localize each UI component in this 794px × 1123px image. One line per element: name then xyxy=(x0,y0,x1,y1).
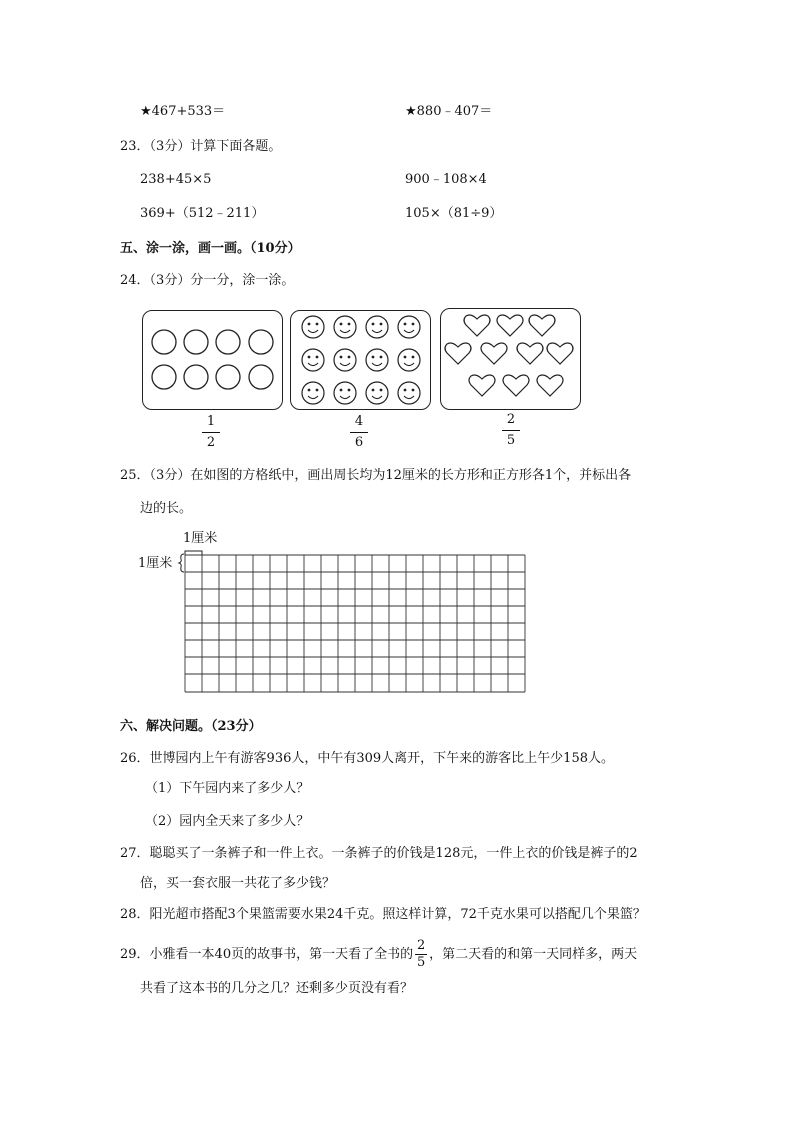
left-brace xyxy=(179,554,184,572)
smiley-icon xyxy=(334,349,356,371)
circle-shape xyxy=(216,365,240,389)
circles-group xyxy=(143,311,284,411)
q26-sub2: （2）园内全天来了多少人？ xyxy=(145,814,310,829)
circle-shape xyxy=(152,330,176,354)
heart-icon xyxy=(497,315,523,336)
q24-title: 24．（3分）分一分，涂一涂。 xyxy=(120,273,295,288)
heart-icon xyxy=(547,343,573,364)
q28-title: 28．阳光超市搭配3个果篮需要水果24千克。照这样计算，72千克水果可以搭配几个果篮？ xyxy=(120,907,646,922)
heart-icon xyxy=(469,375,495,396)
heart-icon xyxy=(481,343,507,364)
circle-shape xyxy=(216,330,240,354)
top-brace xyxy=(185,551,202,555)
fraction-numerator: 2 xyxy=(506,412,516,427)
heart-icon xyxy=(529,315,555,336)
fraction-2-5 xyxy=(499,412,523,449)
calc-item-left: ★467+533＝ xyxy=(140,104,226,119)
heart-icon xyxy=(503,375,529,396)
smiley-panel xyxy=(290,310,431,410)
heart-icon xyxy=(517,343,543,364)
smiley-icon xyxy=(302,382,324,404)
calc-item-right: ★880﹣407＝ xyxy=(405,104,493,119)
section6-title: 六、解决问题。（23分） xyxy=(120,719,262,734)
circle-shape xyxy=(249,365,273,389)
q25-line2: 边的长。 xyxy=(140,501,193,516)
smileys-group xyxy=(291,311,432,411)
circle-shape xyxy=(184,365,208,389)
smiley-icon xyxy=(302,316,324,338)
smiley-icon xyxy=(334,382,356,404)
q23-item-1: 238+45×5 xyxy=(140,172,212,187)
q25-line1: 25．（3分）在如图的方格纸中，画出周长均为12厘米的长方形和正方形各1个，并标出各 xyxy=(120,468,632,483)
q29-text-b: ，第二天看的和第一天同样多，两天 xyxy=(429,947,638,962)
heart-icon xyxy=(445,343,471,364)
q23-item-2: 900﹣108×4 xyxy=(405,172,487,187)
grid-left-label: 1厘米 xyxy=(138,556,173,571)
smiley-icon xyxy=(398,349,420,371)
circle-shape xyxy=(184,330,208,354)
q27-line2: 倍，买一套衣服一共花了多少钱？ xyxy=(140,876,336,891)
q29-fraction xyxy=(414,939,428,970)
square-grid[interactable] xyxy=(180,548,525,698)
smiley-icon xyxy=(334,316,356,338)
smiley-icon xyxy=(398,382,420,404)
fraction-denominator: 6 xyxy=(354,435,364,450)
smiley-icon xyxy=(366,382,388,404)
fraction-denominator: 2 xyxy=(206,435,216,450)
section5-title: 五、涂一涂，画一画。（10分） xyxy=(120,241,301,256)
fraction-4-6 xyxy=(347,414,371,451)
smiley-icon xyxy=(366,349,388,371)
fraction-1-2 xyxy=(199,414,223,451)
q29-text-a: 29．小雅看一本40页的故事书，第一天看了全书的 xyxy=(120,947,414,962)
smiley-icon xyxy=(302,349,324,371)
q23-item-3: 369+（512﹣211） xyxy=(140,206,265,221)
hearts-group xyxy=(441,309,582,411)
heart-icon xyxy=(464,315,490,336)
smiley-icon xyxy=(366,316,388,338)
fraction-numerator: 1 xyxy=(206,414,216,429)
fraction-denominator: 5 xyxy=(506,433,516,448)
heart-icon xyxy=(537,375,563,396)
smiley-icon xyxy=(398,316,420,338)
heart-panel xyxy=(440,308,581,410)
q23-title: 23．（3分）计算下面各题。 xyxy=(120,139,282,154)
q23-item-4: 105×（81÷9） xyxy=(405,206,503,221)
q26-title: 26．世博园内上午有游客936人，中午有309人离开，下午来的游客比上午少158人。 xyxy=(120,751,614,766)
q29-line2: 共看了这本书的几分之几？还剩多少页没有看？ xyxy=(140,981,414,996)
q26-sub1: （1）下午园内来了多少人？ xyxy=(145,781,310,796)
circle-shape xyxy=(249,330,273,354)
q27-line1: 27．聪聪买了一条裤子和一件上衣。一条裤子的价钱是128元，一件上衣的价钱是裤子的2 xyxy=(120,846,638,861)
fraction-numerator: 4 xyxy=(354,414,364,429)
q29-line1 xyxy=(120,939,637,970)
circle-shape xyxy=(152,365,176,389)
grid-top-label: 1厘米 xyxy=(183,531,218,546)
circle-panel xyxy=(142,310,283,410)
fraction-denominator: 5 xyxy=(416,955,426,970)
fraction-numerator: 2 xyxy=(416,938,426,953)
